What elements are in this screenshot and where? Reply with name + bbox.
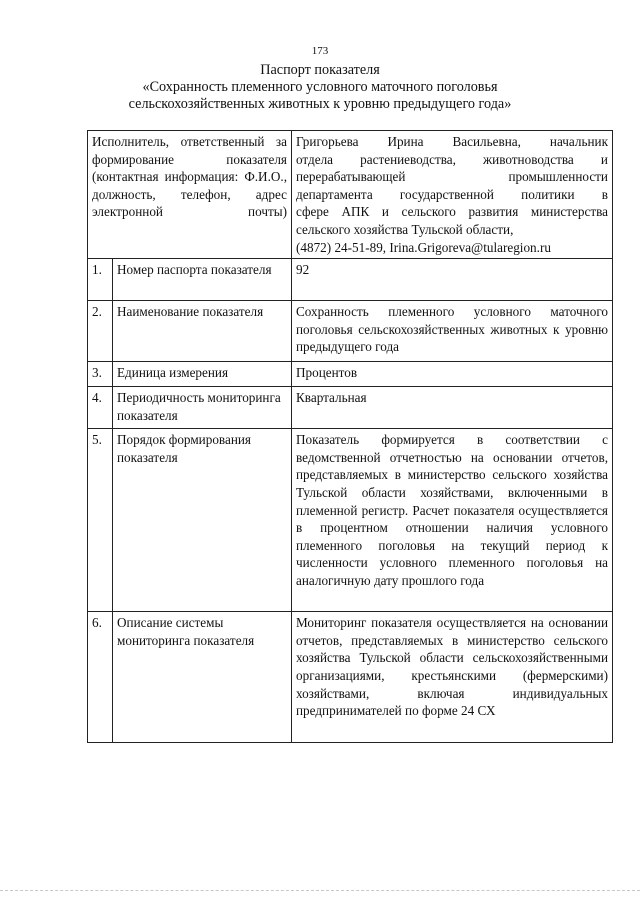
title-line-1: Паспорт показателя [260,62,380,78]
row-label: Единица измерения [113,362,292,387]
page-number: 173 [311,45,329,57]
executor-label: Исполнитель, ответственный за формирование показателя (контактная информация: Ф.И.О., должность, телефон, адрес электронной почты) [88,131,292,259]
row-label: Наименование показателя [113,301,292,362]
executor-line-3: перерабатывающей промышленности [296,169,608,185]
row-label: Периодичность мониторинга показателя [113,387,292,429]
table-row [88,362,613,387]
executor-line-5: сфере АПК и сельского развития министерства [296,204,608,220]
row-value: Сохранность племенного условного маточного поголовья сельскохозяйственных животных к уровню предыдущего года [292,301,613,362]
table-row-executor [88,131,613,259]
executor-line-1: Григорьева Ирина Васильевна, начальник [296,134,608,149]
indicator-passport-table [87,130,613,743]
row-label: Номер паспорта показателя [113,259,292,301]
executor-line-6: сельского хозяйства Тульской области, [296,221,514,237]
table-row [88,387,613,429]
row-value: 92 [292,259,613,301]
executor-line-7: (4872) 24-51-89, Irina.Grigoreva@tularegion.ru [296,239,551,255]
document-title [40,62,600,113]
row-number: 1. [88,259,113,301]
title-line-2: «Сохранность племенного условного маточного поголовья [142,79,498,95]
row-number: 3. [88,362,113,387]
row-label: Описание системы мониторинга показателя [113,612,292,743]
title-line-3: сельскохозяйственных животных к уровню предыдущего года» [128,96,512,112]
executor-line-4: департамента государственной политики в [296,186,608,202]
row-number: 2. [88,301,113,362]
row-number: 6. [88,612,113,743]
row-value: Мониторинг показателя осуществляется на основании отчетов, представляемых в министерство сельского хозяйства Тульской области сельскохозяйственными организациями, крестьянскими (фермерскими) хозяйствами, включая индивидуальных предпринимателей по форме 24 СХ [292,612,613,743]
row-value: Показатель формируется в соответствии с ведомственной отчетностью на основании отчетов, представляемых в министерство сельского хозяйства Тульской области хозяйствами, включенными в племенной регистр. Расчет показателя осуществляется в процентном отношении наличия условного племенного поголовья на текущий период к численности условного племенного поголовья на аналогичную дату прошлого года [292,429,613,612]
row-label: Порядок формирования показателя [113,429,292,612]
table-row [88,429,613,612]
row-value: Квартальная [292,387,613,429]
table-row [88,301,613,362]
executor-line-2: отдела растениеводства, животноводства и [296,151,608,167]
executor-value [292,131,613,259]
row-number: 5. [88,429,113,612]
scan-edge-divider [0,890,640,891]
row-value: Процентов [292,362,613,387]
row-number: 4. [88,387,113,429]
table-row [88,259,613,301]
table-row [88,612,613,743]
